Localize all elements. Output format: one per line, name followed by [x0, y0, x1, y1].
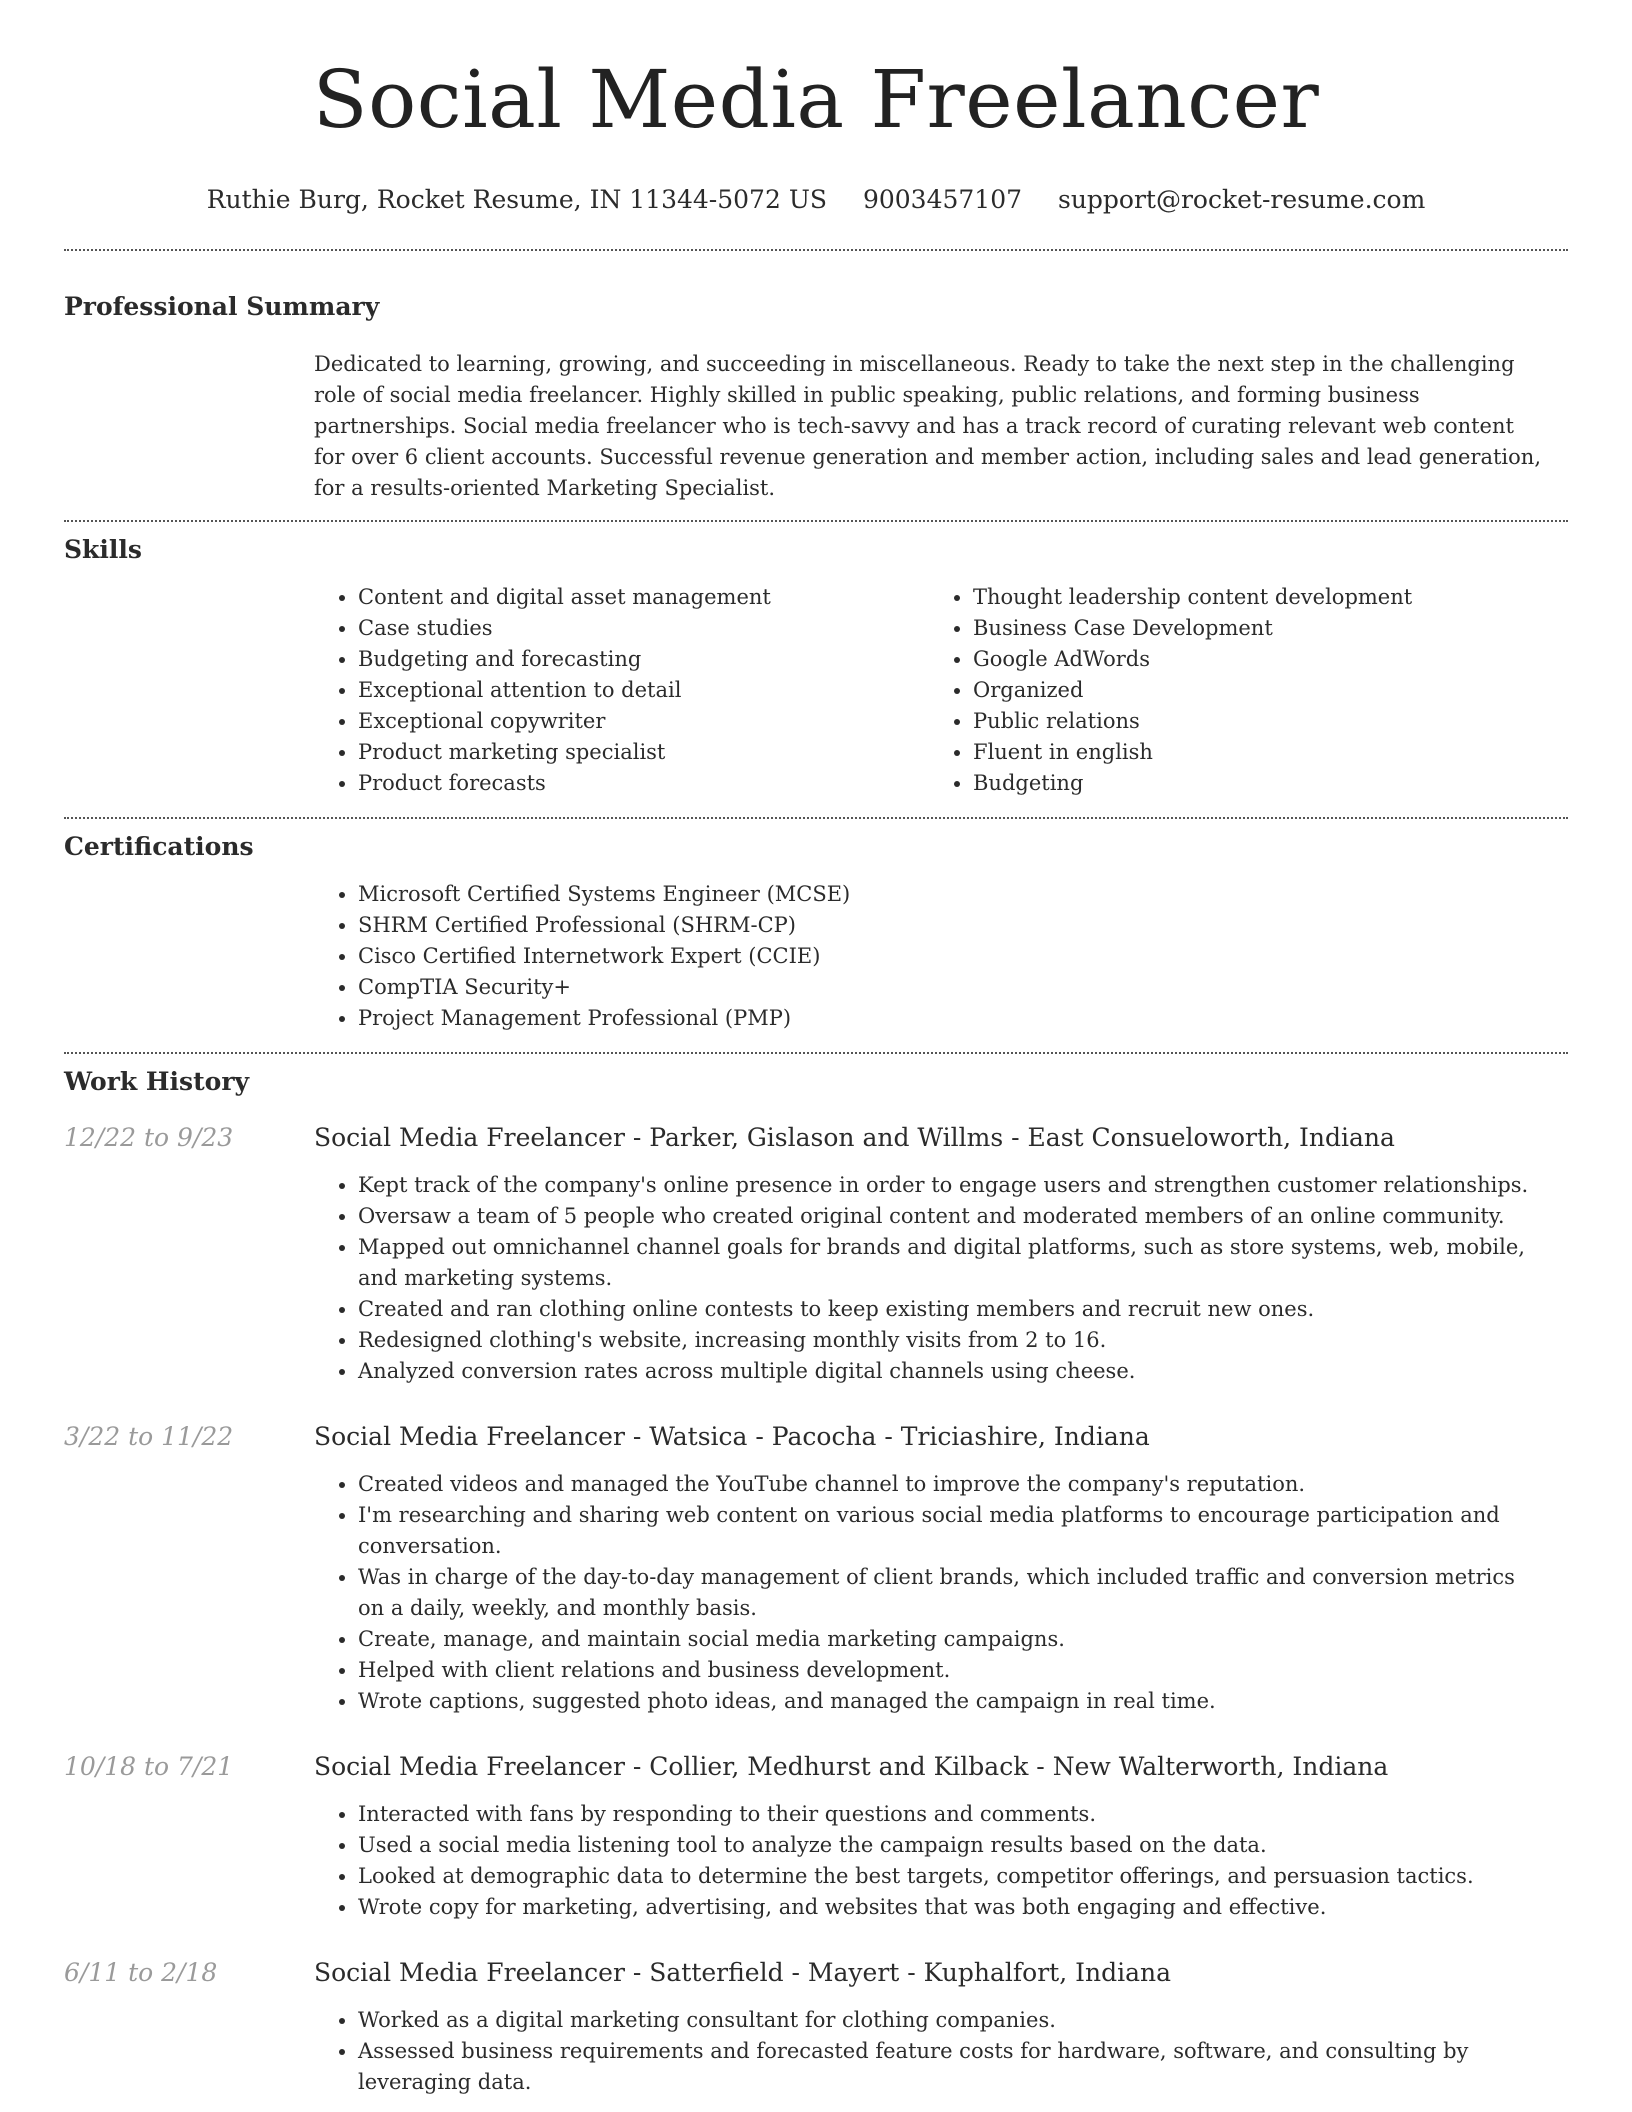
- job-details: [314, 1957, 1544, 2098]
- job-bullet: • Create, manage, and maintain social media marketing campaigns.: [358, 1624, 1544, 1655]
- job-bullet: • Kept track of the company's online presence in order to engage users and strengthen customer relationships.: [358, 1170, 1544, 1201]
- section-heading-skills: Skills: [64, 535, 142, 564]
- resume-title: Social Media Freelancer: [312, 53, 1320, 146]
- job-title: Social Media Freelancer - Parker, Gislason and Willms - East Consueloworth, Indiana: [314, 1123, 1395, 1152]
- skill-item: • Organized: [973, 675, 1544, 706]
- job-entry: [64, 1421, 1568, 1717]
- job-bullet: • Created and ran clothing online contests to keep existing members and recruit new ones.: [358, 1294, 1544, 1325]
- job-dates: 3/22 to 11/22: [64, 1422, 234, 1451]
- job-bullet: • Worked as a digital marketing consultant for clothing companies.: [358, 2005, 1544, 2036]
- skill-item: • Budgeting and forecasting: [358, 644, 929, 675]
- job-bullet: • Oversaw a team of 5 people who created original content and moderated members of an online community.: [358, 1201, 1544, 1232]
- section-heading-certifications: Certifications: [64, 832, 254, 861]
- summary-text: Dedicated to learning, growing, and succeeding in miscellaneous. Ready to take the next step in the challenging role of social media freelancer. Highly skilled in public speaking, public relations, and forming business partnerships. Social media freelancer who is tech-savvy and has a track record of curating relevant web content for over 6 client accounts. Successful revenue generation and member action, including sales and lead generation, for a results-oriented Marketing Specialist.: [314, 352, 1541, 500]
- divider: [64, 817, 1568, 819]
- job-details: [314, 1421, 1544, 1717]
- skill-item: • Case studies: [358, 613, 929, 644]
- skills-column-left: [314, 582, 929, 799]
- job-bullet: • Used a social media listening tool to analyze the campaign results based on the data.: [358, 1830, 1544, 1861]
- resume-page: [64, 0, 1568, 2098]
- section-heading-summary: Professional Summary: [64, 292, 380, 321]
- job-dates: 12/22 to 9/23: [64, 1123, 234, 1152]
- certification-item: • CompTIA Security+: [358, 972, 1568, 1003]
- job-bullet: • Redesigned clothing's website, increasing monthly visits from 2 to 16.: [358, 1325, 1544, 1356]
- skill-item: • Business Case Development: [973, 613, 1544, 644]
- certifications-list: [314, 879, 1568, 1034]
- skill-item: • Google AdWords: [973, 644, 1544, 675]
- certification-item: • Microsoft Certified Systems Engineer (MCSE): [358, 879, 1568, 910]
- skill-item: • Content and digital asset management: [358, 582, 929, 613]
- job-entry: [64, 1751, 1568, 1923]
- job-bullet: • Mapped out omnichannel channel goals for brands and digital platforms, such as store systems, web, mobile, and marketing systems.: [358, 1232, 1544, 1294]
- certification-item: • Cisco Certified Internetwork Expert (CCIE): [358, 941, 1568, 972]
- job-dates: 10/18 to 7/21: [64, 1752, 234, 1781]
- skills-list: [314, 582, 1568, 799]
- skill-item: • Exceptional copywriter: [358, 706, 929, 737]
- skill-item: • Fluent in english: [973, 737, 1544, 768]
- job-title: Social Media Freelancer - Watsica - Pacocha - Triciashire, Indiana: [314, 1422, 1150, 1451]
- contact-line: [64, 184, 1568, 216]
- certification-item: • SHRM Certified Professional (SHRM-CP): [358, 910, 1568, 941]
- job-bullet: • Wrote captions, suggested photo ideas, and managed the campaign in real time.: [358, 1686, 1544, 1717]
- job-dates: 6/11 to 2/18: [64, 1958, 218, 1987]
- job-bullet: • Helped with client relations and business development.: [358, 1655, 1544, 1686]
- contact-phone: 9003457107: [862, 185, 1023, 214]
- skill-item: • Exceptional attention to detail: [358, 675, 929, 706]
- skill-item: • Product forecasts: [358, 768, 929, 799]
- job-bullet: • Was in charge of the day-to-day management of client brands, which included traffic and conversion metrics on a daily, weekly, and monthly basis.: [358, 1562, 1544, 1624]
- job-bullet: • Analyzed conversion rates across multiple digital channels using cheese.: [358, 1356, 1544, 1387]
- job-details: [314, 1122, 1544, 1387]
- section-heading-work-history: Work History: [64, 1067, 250, 1096]
- contact-address: Ruthie Burg, Rocket Resume, IN 11344-5072 US: [206, 185, 828, 214]
- job-bullet: • Created videos and managed the YouTube channel to improve the company's reputation.: [358, 1469, 1544, 1500]
- divider: [64, 520, 1568, 522]
- job-bullets: [314, 1170, 1544, 1387]
- job-title: Social Media Freelancer - Collier, Medhurst and Kilback - New Walterworth, Indiana: [314, 1752, 1389, 1781]
- divider: [64, 1052, 1568, 1054]
- job-title: Social Media Freelancer - Satterfield - Mayert - Kuphalfort, Indiana: [314, 1958, 1171, 1987]
- job-entry: [64, 1122, 1568, 1387]
- skill-item: • Budgeting: [973, 768, 1544, 799]
- job-bullet: • Wrote copy for marketing, advertising, and websites that was both engaging and effective.: [358, 1892, 1544, 1923]
- job-bullet: • Interacted with fans by responding to their questions and comments.: [358, 1799, 1544, 1830]
- job-bullet: • Looked at demographic data to determine the best targets, competitor offerings, and persuasion tactics.: [358, 1861, 1544, 1892]
- job-bullet: • Assessed business requirements and forecasted feature costs for hardware, software, and consulting by leveraging data.: [358, 2036, 1544, 2098]
- skill-item: • Public relations: [973, 706, 1544, 737]
- skills-column-right: [929, 582, 1544, 799]
- job-bullet: • I'm researching and sharing web content on various social media platforms to encourage participation and conversation.: [358, 1500, 1544, 1562]
- skill-item: • Thought leadership content development: [973, 582, 1544, 613]
- job-bullets: [314, 2005, 1544, 2098]
- job-entry: [64, 1957, 1568, 2098]
- job-details: [314, 1751, 1544, 1923]
- job-bullets: [314, 1799, 1544, 1923]
- job-bullets: [314, 1469, 1544, 1717]
- skill-item: • Product marketing specialist: [358, 737, 929, 768]
- certification-item: • Project Management Professional (PMP): [358, 1003, 1568, 1034]
- contact-email: support@rocket-resume.com: [1057, 185, 1426, 214]
- divider: [64, 249, 1568, 251]
